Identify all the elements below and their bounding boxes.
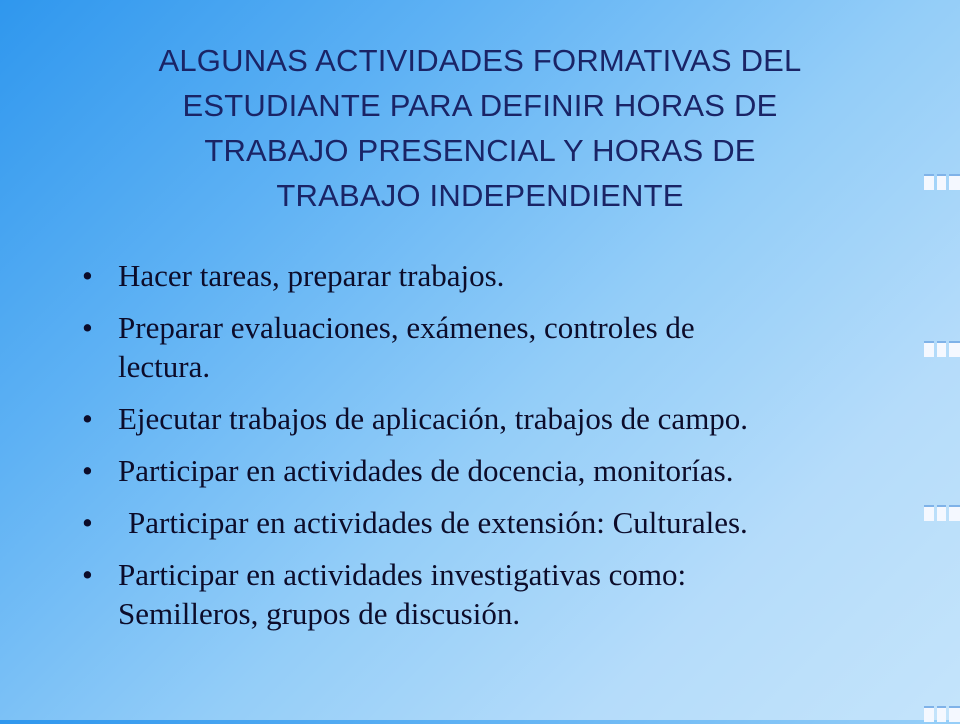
bullet-text-line-1: Preparar evaluaciones, exámenes, controles de [118,310,695,345]
bullet-text-line-2: lectura. [118,349,211,384]
bullet-icon: • [82,505,93,540]
bullet-text [118,557,686,631]
title-line-3: TRABAJO PRESENCIAL Y HORAS DE [204,133,756,168]
bullet-icon: • [82,401,93,436]
bullet-item [78,555,898,633]
bullet-text: Participar en actividades de docencia, monitorías. [118,453,734,488]
edge-decoration-icon [924,341,960,359]
edge-decoration-icon [924,706,960,724]
bullet-text: Ejecutar trabajos de aplicación, trabajos de campo. [118,401,749,436]
title-line-4: TRABAJO INDEPENDIENTE [276,178,684,213]
edge-decoration-icon [924,505,960,523]
bullet-item [78,399,898,438]
edge-decoration-icon [924,174,960,192]
title-line-2: ESTUDIANTE PARA DEFINIR HORAS DE [182,88,778,123]
bullet-item [78,451,898,490]
slide-title [80,38,880,218]
bullet-list [78,256,898,646]
bullet-text-line-2: Semilleros, grupos de discusión. [118,596,521,631]
bullet-item [78,503,898,542]
bullet-item [78,256,898,295]
bullet-icon: • [82,310,93,345]
bullet-item [78,308,898,386]
bullet-icon: • [82,557,93,592]
bullet-text: Participar en actividades de extensión: Culturales. [128,505,748,540]
bullet-icon: • [82,453,93,488]
bullet-text-line-1: Participar en actividades investigativas como: [118,557,687,592]
title-line-1: ALGUNAS ACTIVIDADES FORMATIVAS DEL [158,43,802,78]
bullet-text: Hacer tareas, preparar trabajos. [118,258,505,293]
bullet-text [118,310,695,384]
bullet-icon: • [82,258,93,293]
